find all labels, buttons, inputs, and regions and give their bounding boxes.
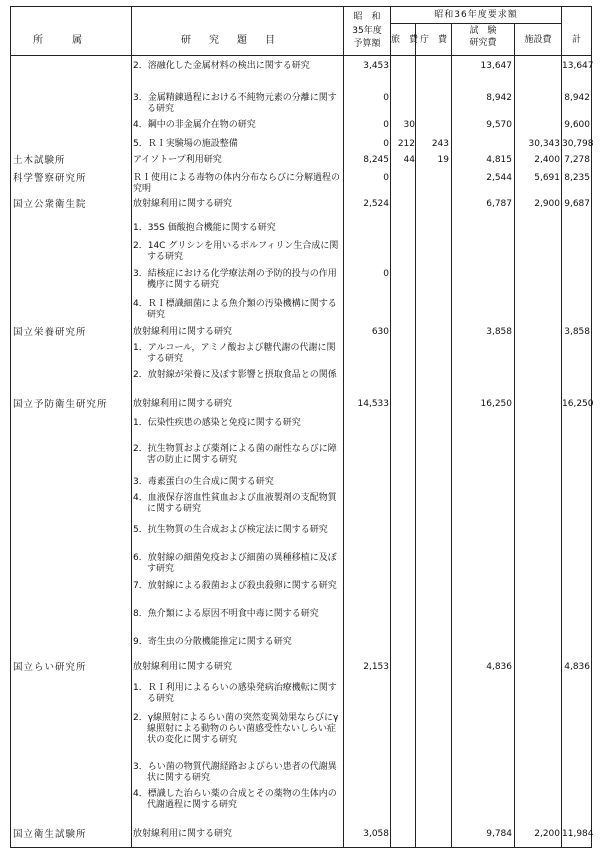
header-research-line2: 研究費	[469, 38, 497, 48]
row-travel-value: 44	[403, 155, 415, 165]
row-topic: 7．放射線による殺菌および殺虫殺卵に関する研究	[133, 581, 337, 591]
header-office: 庁 費	[419, 35, 447, 45]
row-topic: 3．らい菌の物質代謝経路およびらい患者の代謝異状に関する研究	[133, 762, 337, 783]
row-topic: 放射線利用に関する研究	[133, 399, 233, 409]
row-institution: 科学警察研究所	[13, 173, 87, 184]
row-topic: 1．アルコール，アミノ酸および糖代謝の代謝に関する研究	[133, 343, 336, 364]
budget-table	[10, 6, 592, 848]
row-institution: 国立予防衛生研究所	[13, 399, 108, 410]
row-total-value: 9,687	[564, 199, 590, 209]
row-total-value: 11,984	[562, 829, 594, 839]
row-topic: 4．鋼中の非金属介在物の研究	[133, 120, 256, 130]
row-facility-value: 2,400	[534, 155, 560, 165]
row-topic: 4．ＲＩ標識細菌による魚介類の汚染機構に関する研究	[133, 299, 337, 320]
col-rule-budget35	[343, 7, 344, 847]
row-research-value: 9,570	[486, 120, 512, 130]
row-topic: 2．溶融化した金属材料の検出に関する研究	[133, 61, 310, 71]
row-travel-value: 30	[403, 120, 415, 130]
header-facility: 施設費	[524, 35, 552, 45]
row-research-value: 6,787	[486, 199, 512, 209]
row-total-value: 4,836	[564, 662, 590, 672]
row-budget35-value: 3,453	[363, 61, 389, 71]
row-topic: 8．魚介類による原因不明食中毒に関する研究	[133, 609, 319, 619]
col-rule-total	[561, 7, 562, 847]
row-budget35-value: 2,153	[363, 662, 389, 672]
header-total: 計	[571, 35, 581, 45]
row-research-value: 16,250	[480, 399, 512, 409]
row-topic: 3．結核症における化学療法剤の予防的投与の作用機序に関する研究	[133, 269, 337, 290]
col-rule-topic	[131, 7, 132, 847]
row-topic: 6．放射線の細菌免疫および細菌の異種移植に及ぼす研究	[133, 553, 337, 574]
row-topic: 5．ＲＩ実験場の施設整備	[133, 139, 238, 149]
row-total-value: 8,942	[564, 93, 590, 103]
row-budget35-value: 0	[383, 139, 389, 149]
row-office-value: 243	[431, 139, 449, 149]
row-topic: ＲＩ使用による毒物の体内分布ならびに分解過程の究明	[133, 173, 341, 194]
row-facility-value: 30,343	[528, 139, 560, 149]
row-institution: 国立公衆衛生院	[13, 199, 87, 210]
row-institution: 国立栄養研究所	[13, 327, 87, 338]
row-topic: 2．γ線照射によるらい菌の突然変異効果ならびにγ線照射による動物のらい菌感受性ないしらい症状の変化に関する研究	[133, 713, 339, 745]
row-office-value: 19	[437, 155, 449, 165]
row-research-value: 8,942	[486, 93, 512, 103]
row-research-value: 9,784	[486, 829, 512, 839]
header-budget35-line1: 昭 和	[353, 12, 381, 22]
row-facility-value: 5,691	[534, 173, 560, 183]
row-topic: 4．標識した治らい薬の合成とその薬物の生体内の代謝過程に関する研究	[133, 789, 337, 810]
row-budget35-value: 0	[383, 120, 389, 130]
row-research-value: 13,647	[480, 61, 512, 71]
row-topic: 5．抗生物質の生合成および検定法に関する研究	[133, 525, 328, 535]
row-travel-value: 212	[397, 139, 415, 149]
row-institution: 土木試験所	[13, 155, 66, 166]
row-topic: 1．35S 価酸抱合機能に関する研究	[133, 223, 276, 233]
header-budget35-line3: 予算額	[353, 39, 381, 49]
row-total-value: 9,600	[564, 120, 590, 130]
col-rule-research	[451, 23, 452, 847]
header-budget35-line2: 35年度	[352, 26, 382, 36]
row-topic: 1．ＲＩ利用によるらいの感染発病治療機転に関する研究	[133, 683, 337, 704]
row-topic: 2．抗生物質および薬剤による菌の耐性ならびに障害の防止に関する研究	[133, 444, 337, 465]
row-topic: 3．金属精錬過程における不純物元素の分離に関する研究	[133, 93, 337, 114]
row-budget35-value: 3,058	[363, 829, 389, 839]
row-research-value: 4,836	[486, 662, 512, 672]
row-total-value: 8,235	[564, 173, 590, 183]
row-topic: 放射線利用に関する研究	[133, 829, 233, 839]
row-research-value: 3,858	[486, 327, 512, 337]
row-institution: 国立衛生試験所	[13, 829, 87, 840]
row-budget35-value: 2,524	[363, 199, 389, 209]
row-budget35-value: 0	[383, 173, 389, 183]
header-bottom-rule	[11, 55, 591, 56]
row-topic: 2．14C グリシンを用いるポルフィリン生合成に関する研究	[133, 241, 339, 262]
row-topic: 1．伝染性疾患の感染と免疫に関する研究	[133, 418, 301, 428]
row-total-value: 7,278	[564, 155, 590, 165]
row-facility-value: 2,200	[534, 829, 560, 839]
row-topic: 2．放射線が栄養に及ぼす影響と摂取食品との関係	[133, 370, 337, 380]
header-topic: 研 究 題 目	[181, 35, 279, 46]
row-topic: 放射線利用に関する研究	[133, 662, 233, 672]
row-total-value: 13,647	[562, 61, 594, 71]
row-budget35-value: 0	[383, 93, 389, 103]
row-total-value: 30,798	[562, 139, 594, 149]
row-topic: アイソトープ利用研究	[133, 155, 222, 165]
row-topic: 放射線利用に関する研究	[133, 327, 233, 337]
header-institution: 所 属	[33, 35, 85, 46]
row-topic: 9．寄生虫の分散機能推定に関する研究	[133, 637, 292, 647]
row-total-value: 16,250	[562, 399, 594, 409]
col-rule-travel	[390, 7, 391, 847]
row-budget35-value: 14,533	[357, 399, 389, 409]
row-budget35-value: 0	[383, 269, 389, 279]
header-request36: 昭和36年度要求額	[434, 10, 518, 20]
row-institution: 国立らい研究所	[13, 662, 87, 673]
row-research-value: 2,544	[486, 173, 512, 183]
row-facility-value: 2,900	[534, 199, 560, 209]
row-total-value: 3,858	[564, 327, 590, 337]
row-topic: 4．血液保存溶血性貧血および血液製剤の支配物質に関する研究	[133, 493, 337, 514]
header-travel: 旅 費	[391, 35, 419, 45]
row-research-value: 4,815	[486, 155, 512, 165]
row-budget35-value: 8,245	[363, 155, 389, 165]
header-research-line1: 試 験	[469, 26, 497, 36]
row-budget35-value: 630	[371, 327, 389, 337]
row-topic: 3．毒素蛋白の生合成に関する研究	[133, 477, 274, 487]
row-topic: 放射線利用に関する研究	[133, 199, 233, 209]
